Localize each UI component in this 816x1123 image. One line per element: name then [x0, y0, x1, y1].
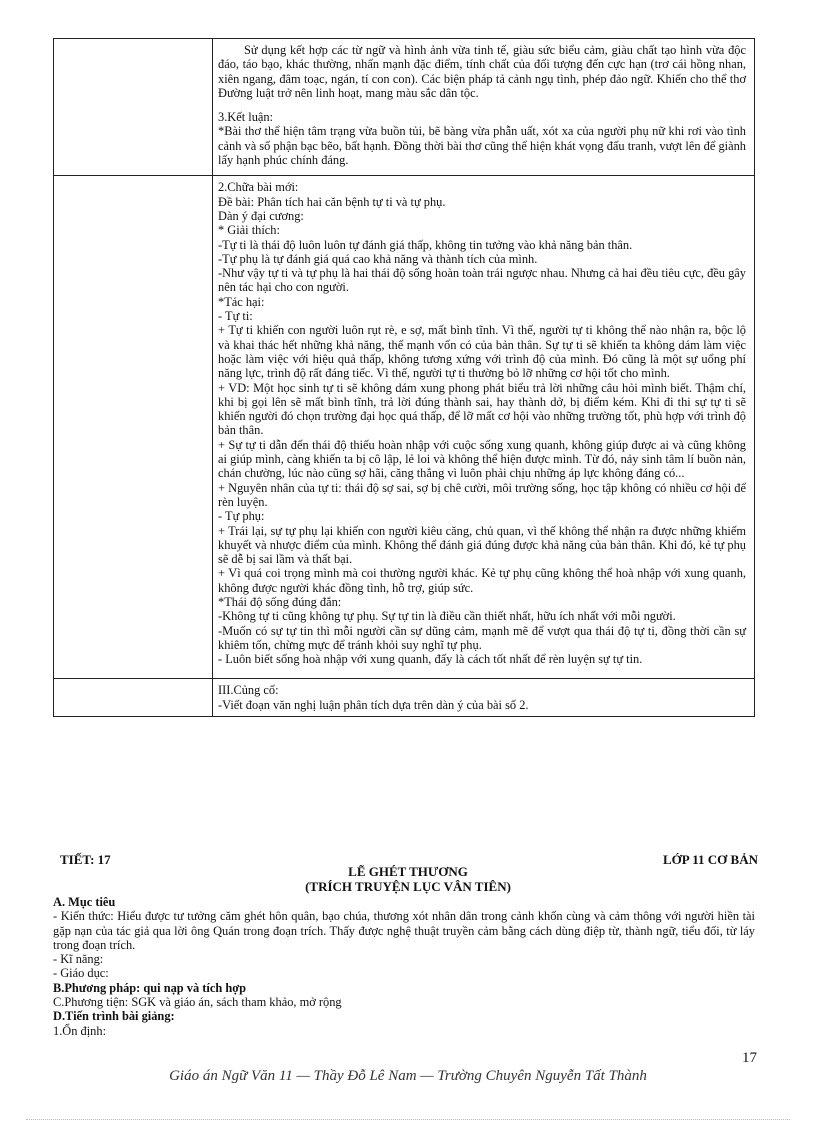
- period-label: TIẾT: 17: [60, 852, 111, 867]
- table-right-cell: [213, 679, 755, 717]
- text-line: Dàn ý đại cương:: [218, 208, 304, 223]
- text-line: - Tự ti:: [218, 309, 253, 324]
- consolidation-heading: III.Củng cố:: [218, 683, 279, 698]
- stabilize-text: 1.Ổn định:: [53, 1023, 107, 1038]
- conclusion-heading: 3.Kết luận:: [218, 110, 274, 125]
- analysis-paragraph: Sử dụng kết hợp các từ ngữ và hình ảnh vừa tinh tế, giàu sức biểu cảm, giàu chất tạo hình vừa độc đáo, táo bạo, khác thường, nhấn mạnh đặc điểm, tính chất của đối tượng đến cực hạn (trơ cái hồng nhan, xiên ngang, đâm toạc, ngán, tí con con). Các biện pháp tả cảnh ngụ tình, phép đảo ngữ. Khiến cho thể thơ Đường luật trở nên linh hoạt, mang màu sắc dân tộc.: [218, 43, 746, 100]
- means-text: C.Phương tiện: SGK và giáo án, sách tham khảo, mở rộng: [53, 995, 342, 1010]
- text-line: - Tự phụ:: [218, 509, 265, 524]
- page-footer: Giáo án Ngữ Văn 11 — Thầy Đỗ Lê Nam — Trường Chuyên Nguyễn Tất Thành: [169, 1068, 647, 1084]
- lesson-title: LẼ GHÉT THƯƠNG: [348, 864, 468, 879]
- table-right-cell: [213, 176, 755, 679]
- skills-text: - Kĩ năng:: [53, 952, 104, 967]
- text-line: + Tự ti khiến con người luôn rụt rè, e sợ, mất bình tĩnh. Vì thế, người tự ti không thể nào nhận ra, bộc lộ và khai thác hết những khả năng, thế mạnh vốn có của bản thân. Sự tự ti sẽ khiến ta không dám làm việc hoặc làm việc với hiệu quả thấp, không tương xứng với trình độ của mình. Đó cũng là một sự uổng phí năng lực, trình độ rất đáng tiếc. Vì thế, người tự ti thường bỏ lỡ những cơ hội tốt cho mình.: [218, 323, 746, 381]
- knowledge-text: - Kiến thức: Hiểu được tư tưởng căm ghét hôn quân, bạo chúa, thương xót nhân dân trong cảnh khốn cùng và cảm thông với người hiền tài gặp nạn của tác giả qua lời ông Quán trong đoạn trích. Thấy được nghệ thuật truyền cảm bằng cách dùng điệp từ, thành ngữ, tiểu đối, từ láy trong đoạn trích.: [53, 909, 755, 952]
- text-line: -Như vậy tự ti và tự phụ là hai thái độ sống hoàn toàn trái ngược nhau. Nhưng cả hai đều tiêu cực, đều gây nên tác hại cho con người.: [218, 266, 746, 295]
- method-text: B.Phương pháp: qui nạp và tích hợp: [53, 980, 246, 995]
- text-line: - Luôn biết sống hoà nhập với xung quanh, đấy là cách tốt nhất để rèn luyện sự tự tin.: [218, 652, 643, 667]
- text-line: -Tự phụ là tự đánh giá quá cao khả năng và thành tích của mình.: [218, 251, 538, 266]
- text-line: 2.Chữa bài mới:: [218, 180, 299, 195]
- text-line: *Thái độ sống đúng đắn:: [218, 594, 342, 609]
- text-line: -Không tự ti cũng không tự phụ. Sự tự tin là điều cần thiết nhất, hữu ích nhất với mỗi người.: [218, 609, 676, 624]
- table-left-cell: [54, 679, 213, 717]
- table-row: [54, 679, 755, 717]
- lesson-subtitle: (TRÍCH TRUYỆN LỤC VÂN TIÊN): [305, 879, 511, 894]
- text-line: + Nguyên nhân của tự ti: thái độ sợ sai, sợ bị chê cười, môi trường sống, học tập không có nhiều cơ hội để rèn luyện.: [218, 480, 746, 509]
- lesson-body: [53, 895, 755, 1038]
- table-row: [54, 176, 755, 679]
- text-line: -Muốn có sự tự tin thì mỗi người cần sự dũng cảm, mạnh mẽ để vượt qua thái độ tự ti, đồng thời cần sự khiêm tốn, chừng mực để tránh khỏi suy nghĩ tự phụ.: [218, 623, 746, 652]
- process-heading: D.Tiến trình bài giảng:: [53, 1009, 175, 1024]
- text-line: *Tác hại:: [218, 294, 265, 309]
- table-left-cell: [54, 39, 213, 176]
- conclusion-text: *Bài thơ thể hiện tâm trạng vừa buồn tủi, bẽ bàng vừa phẫn uất, xót xa của người phụ nữ khi rơi vào tình cảnh và số phận bạc bẽo, bất hạnh. Đồng thời bài thơ cũng thể hiện khát vọng đấu tranh, vượt lên để giành lấy hạnh phúc chính đáng.: [218, 124, 746, 168]
- table-left-cell: [54, 176, 213, 679]
- page-number: 17: [742, 1050, 757, 1066]
- text-line: + VD: Một học sinh tự ti sẽ không dám xung phong phát biểu trả lời những câu hỏi mình biết. Thậm chí, khi bị gọi lên sẽ mất bình tĩnh, trả lời đúng thành sai, hay thành dở, bị điểm kém. Khi đi thi sự tự ti sẽ khiến người đó chọn trường đại học quá thấp, để lỡ mất cơ hội vào những trường tốt, phù hợp với trình độ bản thân.: [218, 380, 746, 438]
- text-line: + Vì quá coi trọng mình mà coi thường người khác. Kẻ tự phụ cũng không thể hoà nhập với xung quanh, không được người khác đồng tình, hỗ trợ, giúp sức.: [218, 566, 746, 595]
- table-row: [54, 39, 755, 176]
- text-line: * Giải thích:: [218, 223, 280, 238]
- attitude-text: - Giáo dục:: [53, 966, 109, 981]
- class-label: LỚP 11 CƠ BẢN: [663, 852, 758, 867]
- text-line: + Trái lại, sự tự phụ lại khiến con người kiêu căng, chủ quan, vì thế không thể nhận ra được những khiếm khuyết và nhược điểm của mình. Không thể đánh giá đúng được khả năng của bản thân. Khi đó, kẻ tự phụ sẽ dễ bị sai lầm và thất bại.: [218, 523, 746, 567]
- text-line: + Sự tự ti dẫn đến thái độ thiếu hoàn nhập với cuộc sống xung quanh, không giúp được ai và cũng không ai giúp mình, càng khiến ta bị cô lập, lẻ loi và không thể hiện được mình. Từ đó, nảy sinh tâm lí buồn nản, chán chường, lúc nào cũng sợ hãi, căng thẳng vì luôn phải chịu những áp lực không đáng có...: [218, 437, 746, 481]
- table-right-cell: [213, 39, 755, 176]
- consolidation-text: -Viết đoạn văn nghị luận phân tích dựa trên dàn ý của bài số 2.: [218, 697, 529, 712]
- page-divider: [26, 1119, 790, 1120]
- lesson-table: [53, 38, 755, 717]
- text-line: -Tự ti là thái độ luôn luôn tự đánh giá thấp, không tin tưởng vào khả năng bản thân.: [218, 237, 633, 252]
- text-line: Đề bài: Phân tích hai căn bệnh tự ti và tự phụ.: [218, 194, 446, 209]
- objectives-heading: A. Mục tiêu: [53, 895, 116, 909]
